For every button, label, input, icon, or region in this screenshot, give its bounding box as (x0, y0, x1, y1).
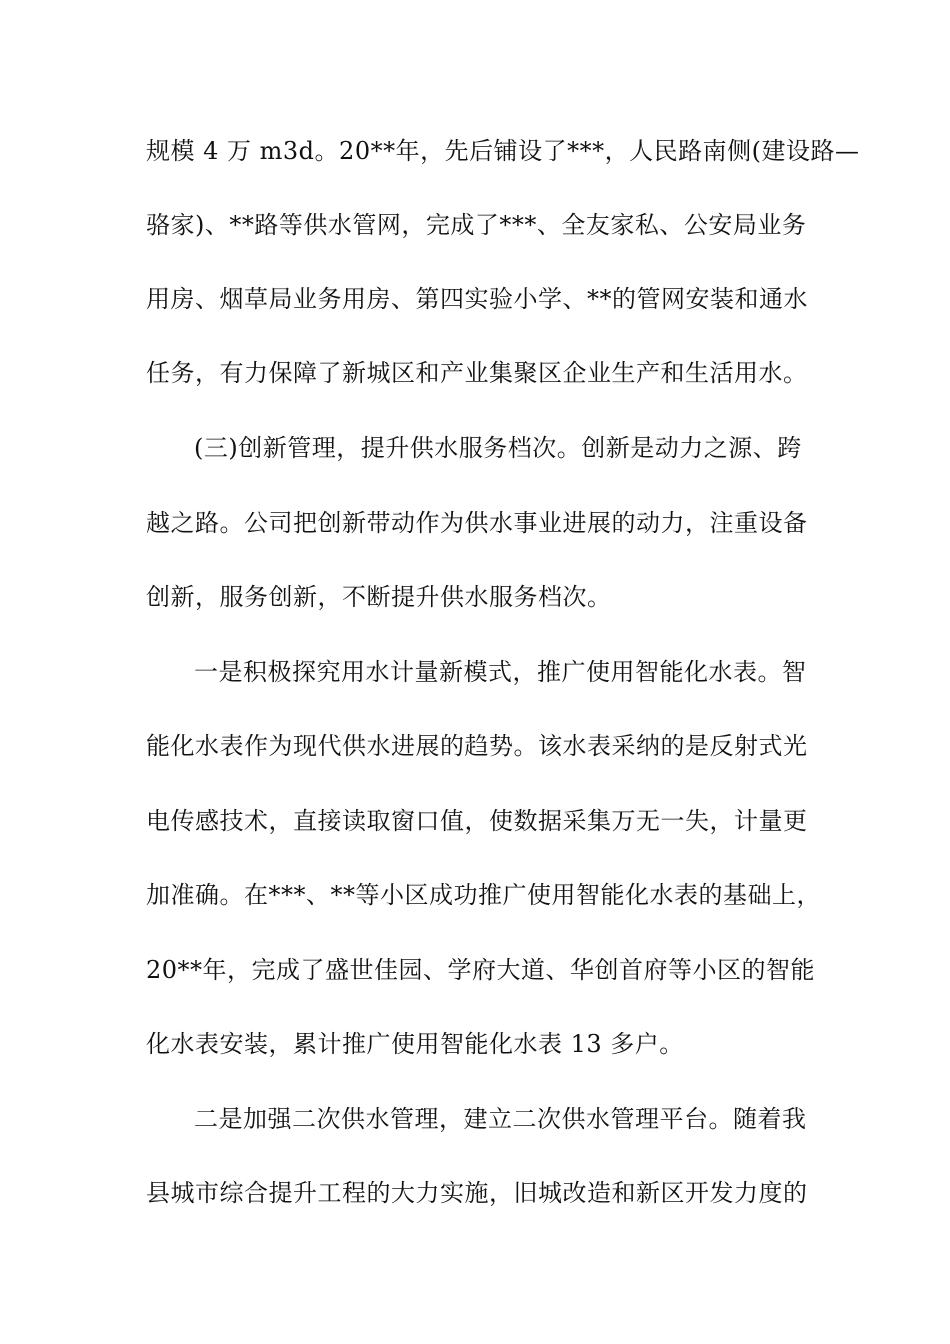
text-line: 化水表安装，累计推广使用智能化水表 13 多户。 (146, 1030, 684, 1058)
text-line: 20**年，完成了盛世佳园、学府大道、华创首府等小区的智能 (146, 956, 816, 984)
text-line: 任务，有力保障了新城区和产业集聚区企业生产和生活用水。 (146, 359, 808, 387)
text-line: 规模 4 万 m3d。20**年，先后铺设了***，人民路南侧(建设路— (146, 137, 860, 165)
text-line: (三)创新管理，提升供水服务档次。创新是动力之源、跨 (194, 434, 802, 462)
text-line: 创新，服务创新，不断提升供水服务档次。 (146, 583, 612, 611)
text-line: 二是加强二次供水管理，建立二次供水管理平台。随着我 (194, 1105, 807, 1133)
text-line: 越之路。公司把创新带动作为供水事业进展的动力，注重设备 (146, 509, 808, 537)
text-line: 县城市综合提升工程的大力实施，旧城改造和新区开发力度的 (146, 1179, 808, 1207)
text-line: 骆家)、**路等供水管网，完成了***、全友家私、公安局业务 (146, 211, 807, 239)
text-line: 能化水表作为现代供水进展的趋势。该水表采纳的是反射式光 (146, 732, 808, 760)
text-line: 用房、烟草局业务用房、第四实验小学、**的管网安装和通水 (146, 285, 808, 313)
text-line: 电传感技术，直接读取窗口值，使数据采集万无一失，计量更 (146, 807, 808, 835)
text-line: 加准确。在***、**等小区成功推广使用智能化水表的基础上， (146, 881, 821, 909)
text-line: 一是积极探究用水计量新模式，推广使用智能化水表。智 (194, 658, 807, 686)
